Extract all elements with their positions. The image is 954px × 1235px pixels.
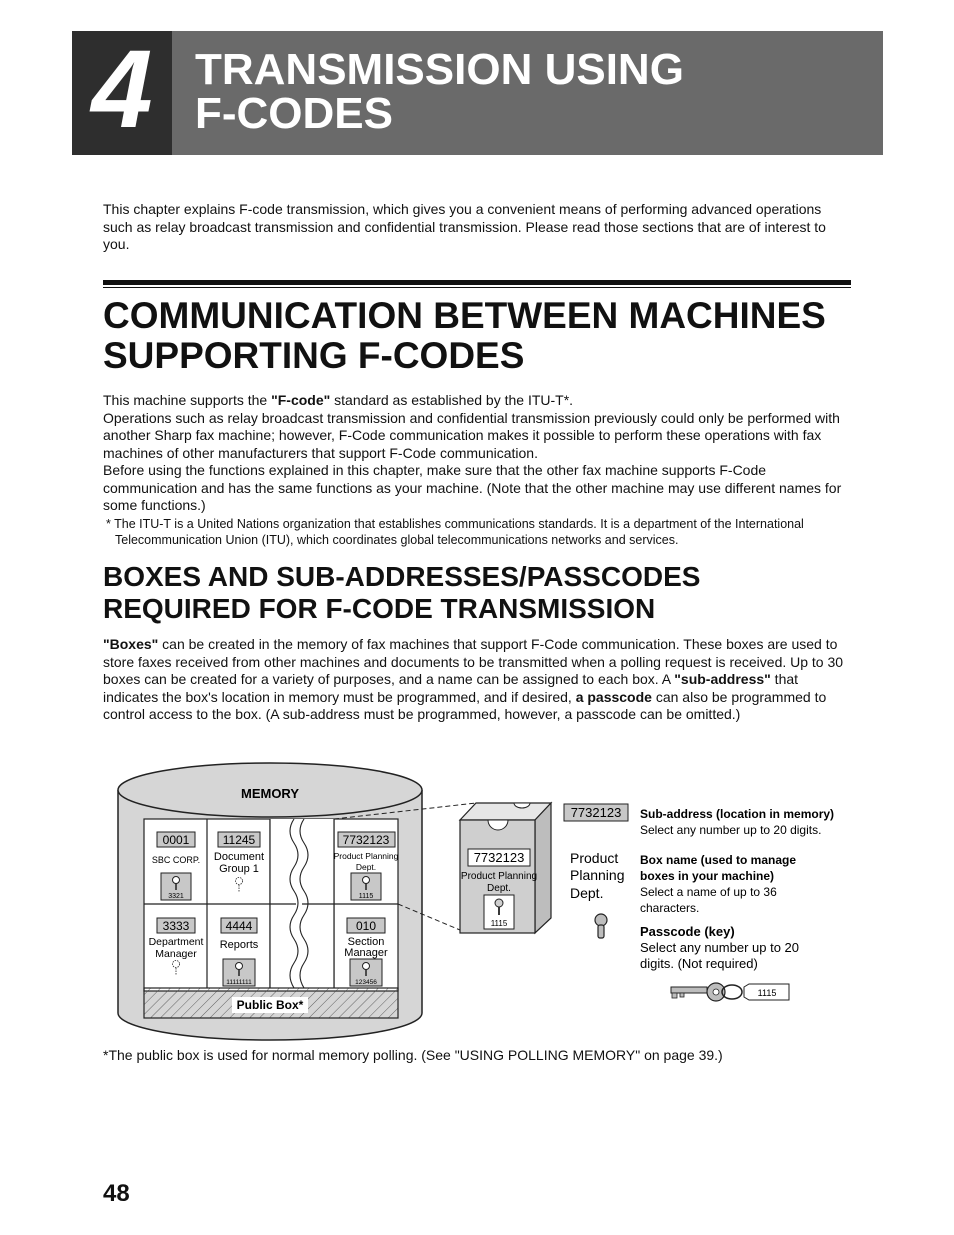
legend-box-name-desc-1: Select a name of up to 36 — [640, 885, 777, 899]
section-rule — [103, 280, 851, 285]
passcode-label: 123456 — [355, 979, 377, 986]
passcode-term: a passcode — [575, 688, 652, 705]
zoom-name-large-1: Product — [570, 850, 619, 866]
heading-line-2: SUPPORTING F-CODES — [103, 335, 525, 376]
legend-box-name-title-2: boxes in your machine) — [640, 869, 775, 883]
box-name-label: SBC CORP. — [151, 855, 201, 865]
legend-sub-address-tag: 7732123 — [570, 805, 622, 820]
zoom-sub-address: 7732123 — [473, 850, 525, 865]
before-using-paragraph: Before using the functions explained in this chapter, make sure that the other fax machine supports F-Code communication and has the same functions as your machine. (Note that the other machine may use different names for some functions.) — [103, 462, 842, 513]
zoom-name-line-2: Dept. — [487, 883, 511, 894]
heading-line-1: COMMUNICATION BETWEEN MACHINES — [103, 295, 826, 336]
legend-box-name-title-1: Box name (used to manage — [640, 853, 797, 867]
text-run: can be created in the memory of fax machines that support F-Code communication. These boxes are used to store faxes received from other machines and documents to be transmitted when a polling request is received. Up to 30 boxes can be created for a variety of purposes, and a name can be assigned to each box. A — [103, 636, 844, 687]
zoom-name-large-3: Dept. — [570, 885, 604, 901]
passcode-key-icon — [595, 914, 607, 938]
box-name-line-1: Document — [213, 851, 265, 863]
key-tag-label: 1115 — [757, 988, 777, 998]
section-heading-communication — [103, 296, 863, 376]
passcode-label: 1115 — [358, 893, 374, 900]
operations-paragraph: Operations such as relay broadcast transmission and confidential transmission previously could only be performed with another Sharp fax machine; however, F-Code communication makes it possible to perform these operations with fax machines of other manufacturers that support F-Code communication. — [103, 409, 840, 461]
section-rule-thin — [103, 287, 851, 288]
section-heading-boxes — [103, 561, 863, 625]
zoom-name-large-2: Planning — [570, 867, 625, 883]
text-run: can also be programmed to control access to the box. (A sub-address must be programmed, however, a passcode can be omitted.) — [103, 688, 827, 722]
memory-box-010 — [344, 918, 388, 986]
legend-sub-address-desc: Select any number up to 20 digits. — [640, 823, 822, 837]
legend-box-name-desc-2: characters. — [640, 901, 700, 915]
public-box-label: Public Box* — [236, 998, 304, 1012]
box-name-line-2: Dept. — [355, 862, 377, 872]
memory-label: MEMORY — [240, 786, 300, 801]
box-name-line-1: Product Planning — [333, 851, 399, 861]
text-run: standard as established by the ITU-T*. — [330, 392, 574, 408]
fcode-standard-line — [103, 392, 853, 410]
box-name-line-2: Group 1 — [219, 863, 259, 875]
heading-line-1: BOXES AND SUB-ADDRESSES/PASSCODES — [103, 561, 701, 592]
boxes-paragraph — [103, 636, 853, 724]
box-name-line-2: Manager — [344, 947, 388, 959]
legend-passcode-title: Passcode (key) — [640, 924, 735, 939]
passcode-label: 11111111 — [226, 979, 252, 986]
text-run: that indicates the box's location in memory must be programmed, and if desired, — [103, 671, 799, 705]
box-name-line-1: Department — [148, 936, 204, 948]
text-run: This machine supports the — [103, 392, 272, 408]
legend-passcode-desc-1: Select any number up to 20 — [640, 940, 799, 955]
public-box-note: *The public box is used for normal memory polling. (See "USING POLLING MEMORY" on page 39.) — [103, 1047, 723, 1063]
box-name-line-1: Section — [347, 936, 385, 948]
itu-footnote — [106, 516, 851, 548]
footnote-line-1: * The ITU-T is a United Nations organization that establishes communications standards. It is a department of the International — [106, 517, 804, 531]
sub-address-label: 4444 — [225, 919, 253, 933]
box-name-line-2: Manager — [155, 948, 197, 960]
intro-paragraph: This chapter explains F-code transmission, which gives you a convenient means of performing advanced operations such as relay broadcast transmission and confidential transmission. Please read those sections that are of interest to you. — [103, 201, 826, 252]
chapter-number: 4 — [91, 28, 153, 151]
zoom-name-line-1: Product Planning — [460, 871, 538, 882]
heading-line-2: REQUIRED FOR F-CODE TRANSMISSION — [103, 593, 656, 624]
sub-address-label: 0001 — [162, 833, 190, 847]
legend-sub-address-title: Sub-address (location in memory) — [640, 807, 835, 821]
chapter-title — [195, 45, 684, 138]
footnote-line-2: Telecommunication Union (ITU), which coordinates global telecommunications networks and services. — [115, 533, 679, 547]
communication-paragraphs — [103, 392, 853, 515]
sub-address-term: "sub-address" — [674, 671, 771, 687]
boxes-term: "Boxes" — [103, 636, 159, 652]
page-number: 48 — [103, 1180, 130, 1207]
chapter-title-line-1: TRANSMISSION USING — [195, 45, 684, 94]
chapter-title-line-2: F-CODES — [195, 89, 393, 138]
sub-address-label: 7732123 — [342, 833, 390, 847]
fcode-term: "F-code" — [271, 392, 331, 408]
passcode-label: 3321 — [168, 893, 184, 900]
sub-address-label: 3333 — [162, 919, 190, 933]
zoom-passcode: 1115 — [490, 919, 508, 928]
legend-passcode-desc-2: digits. (Not required) — [640, 956, 758, 971]
zoomed-box — [460, 803, 551, 933]
box-name-label: Reports — [219, 939, 259, 951]
sub-address-label: 010 — [355, 919, 377, 933]
sub-address-label: 11245 — [222, 833, 256, 847]
